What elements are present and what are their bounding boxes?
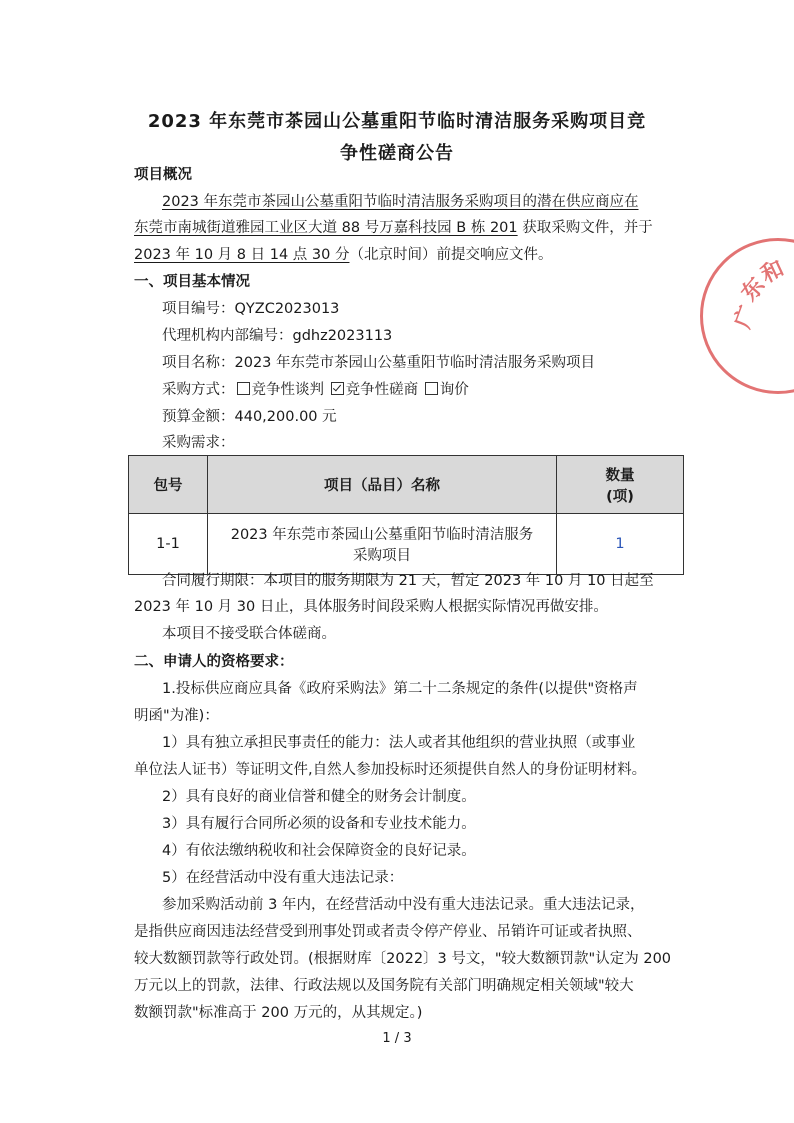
table-row: [129, 514, 684, 575]
document-title: [110, 106, 684, 170]
violation-line-1: 参加采购活动前 3 年内，在经营活动中没有重大违法记录。重大违法记录，: [162, 897, 645, 913]
consortium-note: 本项目不接受联合体磋商。: [162, 626, 336, 642]
overview-line-1: 2023 年东莞市茶园山公墓重阳节临时清洁服务采购项目的潜在供应商应在: [162, 194, 639, 210]
cell-package: 1-1: [129, 514, 208, 575]
overview-line-2: [134, 216, 653, 240]
overview-address: 东莞市南城街道雅园工业区大道 88 号万嘉科技园 B 栋 201: [134, 220, 518, 236]
procurement-method: [162, 378, 469, 402]
method-label: 采购方式：: [162, 382, 235, 398]
seal-char-1: 广: [729, 302, 762, 332]
header-quantity: [557, 456, 684, 514]
checkbox-consultation-checked: [331, 382, 344, 395]
agency-number: 代理机构内部编号：gdhz2023113: [162, 328, 393, 344]
header-quantity-label: 数量: [605, 467, 635, 484]
violation-line-4: 万元以上的罚款，法律、行政法规以及国务院有关部门明确规定相关领域"较大: [134, 978, 634, 994]
budget-amount: 预算金额：440,200.00 元: [162, 409, 337, 425]
contract-line-1: 合同履行期限：本项目的服务期限为 21 天，暂定 2023 年 10 月 10 日起至: [162, 573, 654, 589]
method-option-negotiation: 竞争性谈判: [251, 382, 324, 398]
project-name: 项目名称：2023 年东莞市茶园山公墓重阳节临时清洁服务采购项目: [162, 355, 596, 371]
procurement-demand: 采购需求：: [162, 435, 235, 451]
method-option-inquiry: 询价: [439, 382, 469, 398]
title-line-2: 争性磋商公告: [340, 143, 454, 164]
violation-line-3: 较大数额罚款等行政处罚。(根据财库〔2022〕3 号文，"较大数额罚款"认定为 200: [134, 951, 672, 967]
qualification-1-line-1: 1.投标供应商应具备《政府采购法》第二十二条规定的条件(以提供"资格声: [162, 681, 638, 697]
overview-deadline: 2023 年 10 月 8 日 14 点 30 分: [134, 247, 350, 263]
page-number: 1 / 3: [382, 1031, 412, 1046]
project-number: 项目编号：QYZC2023013: [162, 301, 340, 317]
cell-item-name-line-1: 2023 年东莞市茶园山公墓重阳节临时清洁服务: [230, 527, 534, 543]
seal-char-3: 和: [757, 255, 789, 289]
qualification-2-line-2: 单位法人证书）等证明文件,自然人参加投标时还须提供自然人的身份证明材料。: [134, 762, 647, 778]
header-item-name: 项目（品目）名称: [208, 456, 557, 514]
contract-line-2: 2023 年 10 月 30 日止，具体服务时间段采购人根据实际情况再做安排。: [134, 599, 608, 615]
section1-heading: 一、项目基本情况: [134, 274, 250, 290]
violation-line-5: 数额罚款"标准高于 200 万元的，从其规定。): [134, 1005, 423, 1021]
table-header-row: [129, 456, 684, 514]
header-package: 包号: [129, 456, 208, 514]
section2-heading: 二、申请人的资格要求：: [134, 654, 294, 670]
cell-item-name-line-2: 采购项目: [353, 548, 411, 564]
violation-line-2: 是指供应商因违法经营受到刑事处罚或者责令停产停业、吊销许可证或者执照、: [134, 924, 642, 940]
qualification-3: 2）具有良好的商业信誉和健全的财务会计制度。: [162, 789, 476, 805]
requirements-table: [128, 455, 684, 575]
qualification-6: 5）在经营活动中没有重大违法记录：: [162, 870, 404, 886]
checkbox-inquiry: [425, 382, 438, 395]
overview-line-2-tail: 获取采购文件，并于: [517, 220, 653, 236]
title-line-1: 2023 年东莞市茶园山公墓重阳节临时清洁服务采购项目竞: [147, 111, 647, 132]
overview-heading: 项目概况: [134, 167, 192, 183]
overview-line-3: [134, 243, 552, 267]
cell-quantity: 1: [557, 514, 684, 575]
qualification-5: 4）有依法缴纳税收和社会保障资金的良好记录。: [162, 843, 476, 859]
cell-item-name: [208, 514, 557, 575]
method-option-consultation: 竞争性磋商: [345, 382, 419, 398]
official-seal: [700, 238, 794, 394]
qualification-2-line-1: 1）具有独立承担民事责任的能力：法人或者其他组织的营业执照（或事业: [162, 735, 636, 751]
qualification-1-line-2: 明函"为准)：: [134, 708, 219, 724]
qualification-4: 3）具有履行合同所必须的设备和专业技术能力。: [162, 816, 476, 832]
header-quantity-unit: (项): [606, 488, 634, 505]
seal-char-2: 东: [736, 272, 771, 307]
checkbox-negotiation: [237, 382, 250, 395]
overview-line-3-tail: （北京时间）前提交响应文件。: [349, 247, 553, 263]
